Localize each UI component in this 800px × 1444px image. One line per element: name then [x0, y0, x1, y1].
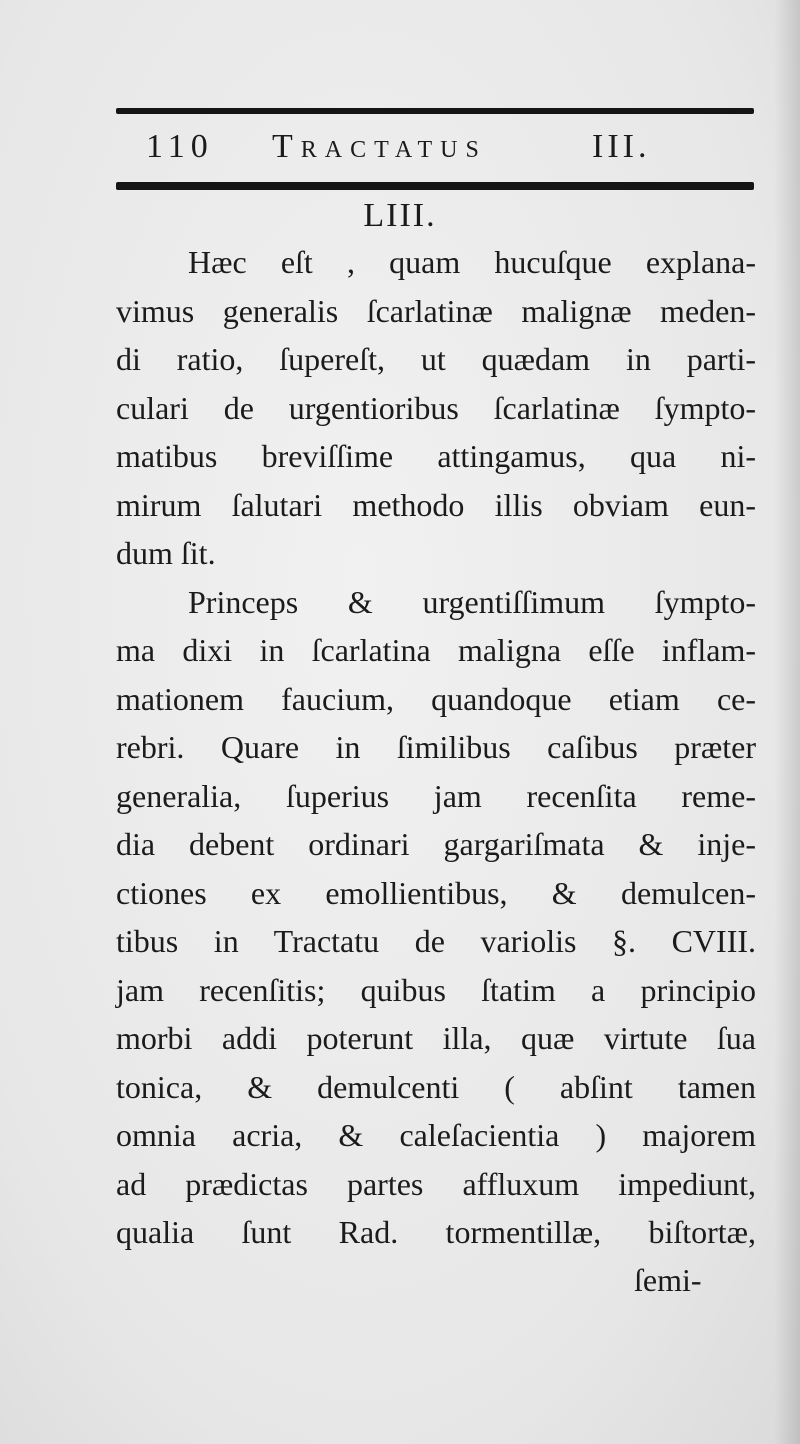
paragraph-1 — [116, 238, 756, 578]
text-line: ad prædictas partes affluxum impediunt, — [116, 1165, 756, 1202]
text-line: ctiones ex emollientibus, & demulcen- — [116, 874, 756, 911]
text-line: ma dixi in ſcarlatina maligna eſſe inflam- — [116, 632, 756, 668]
text-line: morbi addi poterunt illa, quæ virtute ſua — [116, 1020, 756, 1056]
paragraph-2 — [116, 578, 756, 1257]
text-line: Princeps & urgentiſſimum ſympto- — [188, 583, 756, 620]
text-line: matibus breviſſime attingamus, qua ni- — [116, 438, 756, 474]
text-line: omnia acria, & caleſacientia ) majorem — [116, 1117, 756, 1153]
catchword: ſemi- — [634, 1262, 702, 1298]
text-line: culari de urgentioribus ſcarlatinæ ſympto- — [116, 389, 756, 426]
text-line: vimus generalis ſcarlatinæ malignæ meden- — [116, 292, 756, 329]
page-number: 110 — [146, 128, 214, 165]
text-line: di ratio, ſupereſt, ut quædam in parti- — [116, 341, 756, 377]
text-line: qualia ſunt Rad. tormentillæ, biſtortæ, — [116, 1214, 756, 1250]
text-line: rebri. Quare in ſimilibus caſibus præter — [116, 729, 756, 765]
header-rule — [116, 182, 754, 190]
section-number: LIII. — [363, 197, 437, 234]
text-line: tonica, & demulcenti ( abſint tamen — [116, 1068, 756, 1105]
top-rule — [116, 108, 754, 114]
text-line: Hæc eſt , quam hucuſque explana- — [188, 244, 756, 280]
text-line: generalia, ſuperius jam recenſita reme- — [116, 777, 756, 814]
running-head-title: Tractatus — [272, 128, 487, 165]
text-line: dia debent ordinari gargariſmata & inje- — [116, 826, 756, 862]
text-line: dum ſit. — [116, 535, 216, 571]
text-line: mationem faucium, quandoque etiam ce- — [116, 680, 756, 717]
running-head — [120, 122, 680, 172]
text-line: jam recenſitis; quibus ſtatim a principio — [116, 971, 756, 1008]
body-text — [116, 238, 756, 1257]
running-head-part: III. — [592, 128, 651, 165]
text-line: mirum ſalutari methodo illis obviam eun- — [116, 486, 756, 523]
text-line: tibus in Tractatu de variolis §. CVIII. — [116, 923, 756, 959]
